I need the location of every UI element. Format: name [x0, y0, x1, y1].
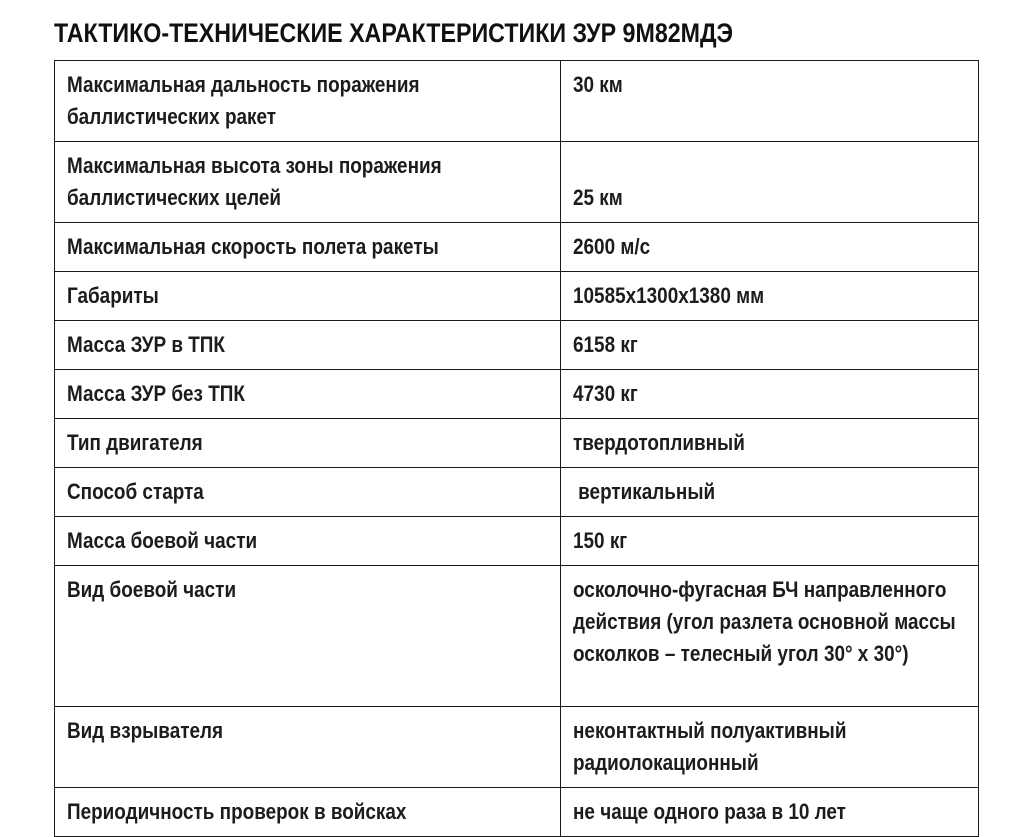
value-cell: вертикальный: [561, 468, 979, 517]
value-cell: не чаще одного раза в 10 лет: [561, 788, 979, 837]
table-row: [55, 321, 979, 370]
param-cell: Масса боевой части: [55, 517, 561, 566]
table-row: [55, 272, 979, 321]
table-row: [55, 370, 979, 419]
value-cell: твердотопливный: [561, 419, 979, 468]
value-cell: 25 км: [561, 142, 979, 223]
param-cell: Максимальная скорость полета ракеты: [55, 223, 561, 272]
value-cell: 2600 м/с: [561, 223, 979, 272]
param-cell: Максимальная высота зоны поражения баллистических целей: [55, 142, 561, 223]
value-cell: 150 кг: [561, 517, 979, 566]
table-row: [55, 61, 979, 142]
table-row: [55, 419, 979, 468]
param-cell: Вид взрывателя: [55, 707, 561, 788]
table-row: [55, 142, 979, 223]
specifications-table: [54, 60, 979, 837]
table-row: [55, 707, 979, 788]
value-cell: осколочно-фугасная БЧ направленного действия (угол разлета основной массы осколков – телесный угол 30° х 30°): [561, 566, 979, 707]
param-cell: Вид боевой части: [55, 566, 561, 707]
value-cell: неконтактный полуактивный радиолокационный: [561, 707, 979, 788]
value-cell: 6158 кг: [561, 321, 979, 370]
param-cell: Тип двигателя: [55, 419, 561, 468]
table-row: [55, 788, 979, 837]
table-row: [55, 566, 979, 707]
table-row: [55, 468, 979, 517]
param-cell: Способ старта: [55, 468, 561, 517]
value-cell: 4730 кг: [561, 370, 979, 419]
param-cell: Масса ЗУР без ТПК: [55, 370, 561, 419]
param-cell: Масса ЗУР в ТПК: [55, 321, 561, 370]
param-cell: Габариты: [55, 272, 561, 321]
value-cell: 30 км: [561, 61, 979, 142]
table-row: [55, 517, 979, 566]
param-cell: Максимальная дальность поражения баллистических ракет: [55, 61, 561, 142]
value-cell: 10585x1300x1380 мм: [561, 272, 979, 321]
document-title: ТАКТИКО-ТЕХНИЧЕСКИЕ ХАРАКТЕРИСТИКИ ЗУР 9М82МДЭ: [54, 18, 734, 48]
table-row: [55, 223, 979, 272]
param-cell: Периодичность проверок в войсках: [55, 788, 561, 837]
